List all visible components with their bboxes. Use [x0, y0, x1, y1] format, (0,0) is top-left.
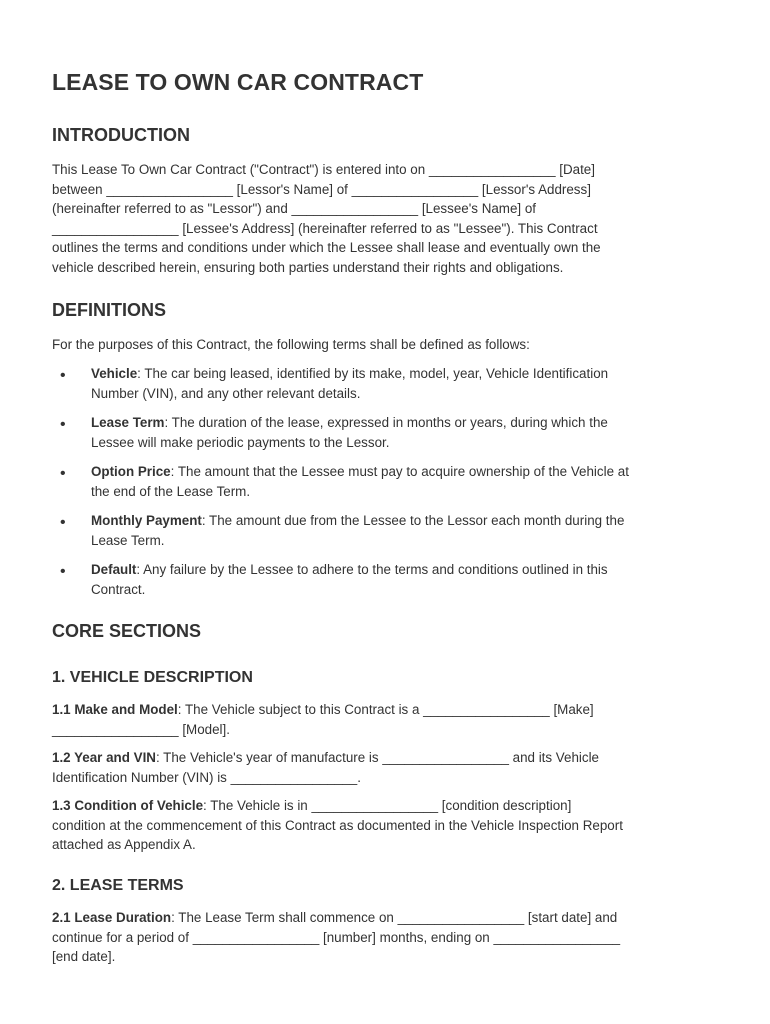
- definition-text: : The amount that the Lessee must pay to acquire ownership of the Vehicle at: [170, 464, 629, 479]
- bullet-icon: •: [60, 514, 66, 531]
- bullet-icon: •: [60, 416, 66, 433]
- clause-text: condition at the commencement of this Contract as documented in the Vehicle Inspection Report: [52, 817, 623, 833]
- definition-text: Number (VIN), and any other relevant details.: [91, 385, 361, 401]
- definition-text: Contract.: [91, 581, 146, 597]
- core-sections-heading: CORE SECTIONS: [52, 621, 202, 641]
- intro-line: This Lease To Own Car Contract ("Contract") is entered into on _________________ [Date]: [52, 162, 595, 177]
- definition-item-lease-term: [91, 413, 721, 452]
- bullet-icon: •: [60, 367, 66, 384]
- intro-line: _________________ [Lessee's Address] (hereinafter referred to as "Lessee"). This Contract: [52, 220, 598, 236]
- document-title: LEASE TO OWN CAR CONTRACT: [52, 69, 424, 95]
- clause-1-2: [52, 748, 717, 787]
- definition-text: the end of the Lease Term.: [91, 483, 251, 499]
- clause-label: 1.1 Make and Model: [52, 702, 178, 717]
- definition-term: Monthly Payment: [91, 513, 202, 528]
- definition-term: Option Price: [91, 464, 171, 479]
- intro-line: outlines the terms and conditions under which the Lessee shall lease and eventually own the: [52, 240, 601, 255]
- introduction-paragraph: [52, 160, 717, 277]
- intro-line: (hereinafter referred to as "Lessor") and _________________ [Lessee's Name] of: [52, 201, 537, 216]
- definitions-heading: DEFINITIONS: [52, 300, 167, 320]
- clause-text: : The Vehicle's year of manufacture is _________________ and its Vehicle: [155, 750, 599, 765]
- definitions-intro: For the purposes of this Contract, the following terms shall be defined as follows:: [52, 337, 530, 352]
- clause-label: 1.2 Year and VIN: [52, 750, 156, 765]
- definition-item-option-price: [91, 462, 721, 501]
- definition-text: Lease Term.: [91, 532, 165, 548]
- clause-1-3: [52, 796, 717, 855]
- clause-2-1: [52, 908, 717, 967]
- definition-text: : The duration of the lease, expressed in months or years, during which the: [164, 415, 608, 430]
- definition-term: Vehicle: [91, 366, 138, 381]
- clause-text: : The Vehicle subject to this Contract is a _________________ [Make]: [177, 702, 594, 717]
- vehicle-description-heading: 1. VEHICLE DESCRIPTION: [52, 669, 253, 686]
- clause-text: Identification Number (VIN) is _________________.: [52, 769, 361, 785]
- clause-text: continue for a period of _________________ [number] months, ending on _________________: [52, 929, 621, 945]
- clause-label: 1.3 Condition of Vehicle: [52, 798, 204, 813]
- clause-1-1: [52, 700, 717, 739]
- definition-item-default: [91, 560, 721, 599]
- clause-text: [end date].: [52, 949, 116, 964]
- definition-text: : Any failure by the Lessee to adhere to the terms and conditions outlined in this: [136, 562, 608, 577]
- definition-text: : The amount due from the Lessee to the Lessor each month during the: [201, 513, 625, 528]
- definition-item-monthly-payment: [91, 511, 721, 550]
- clause-text: : The Vehicle is in _________________ [condition description]: [203, 798, 572, 813]
- definition-item-vehicle: [91, 364, 721, 403]
- introduction-heading: INTRODUCTION: [52, 125, 190, 145]
- definition-term: Default: [91, 562, 137, 577]
- intro-line: between _________________ [Lessor's Name] of _________________ [Lessor's Address]: [52, 181, 591, 197]
- clause-text: _________________ [Model].: [52, 721, 230, 737]
- definition-text: Lessee will make periodic payments to the Lessor.: [91, 434, 390, 450]
- clause-label: 2.1 Lease Duration: [52, 910, 172, 925]
- bullet-icon: •: [60, 563, 66, 580]
- clause-text: : The Lease Term shall commence on _________________ [start date] and: [171, 910, 618, 925]
- definition-term: Lease Term: [91, 415, 165, 430]
- definition-text: : The car being leased, identified by its make, model, year, Vehicle Identification: [137, 366, 609, 381]
- lease-terms-heading: 2. LEASE TERMS: [52, 877, 184, 894]
- bullet-icon: •: [60, 465, 66, 482]
- clause-text: attached as Appendix A.: [52, 837, 196, 852]
- intro-line: vehicle described herein, ensuring both parties understand their rights and obligations.: [52, 259, 564, 275]
